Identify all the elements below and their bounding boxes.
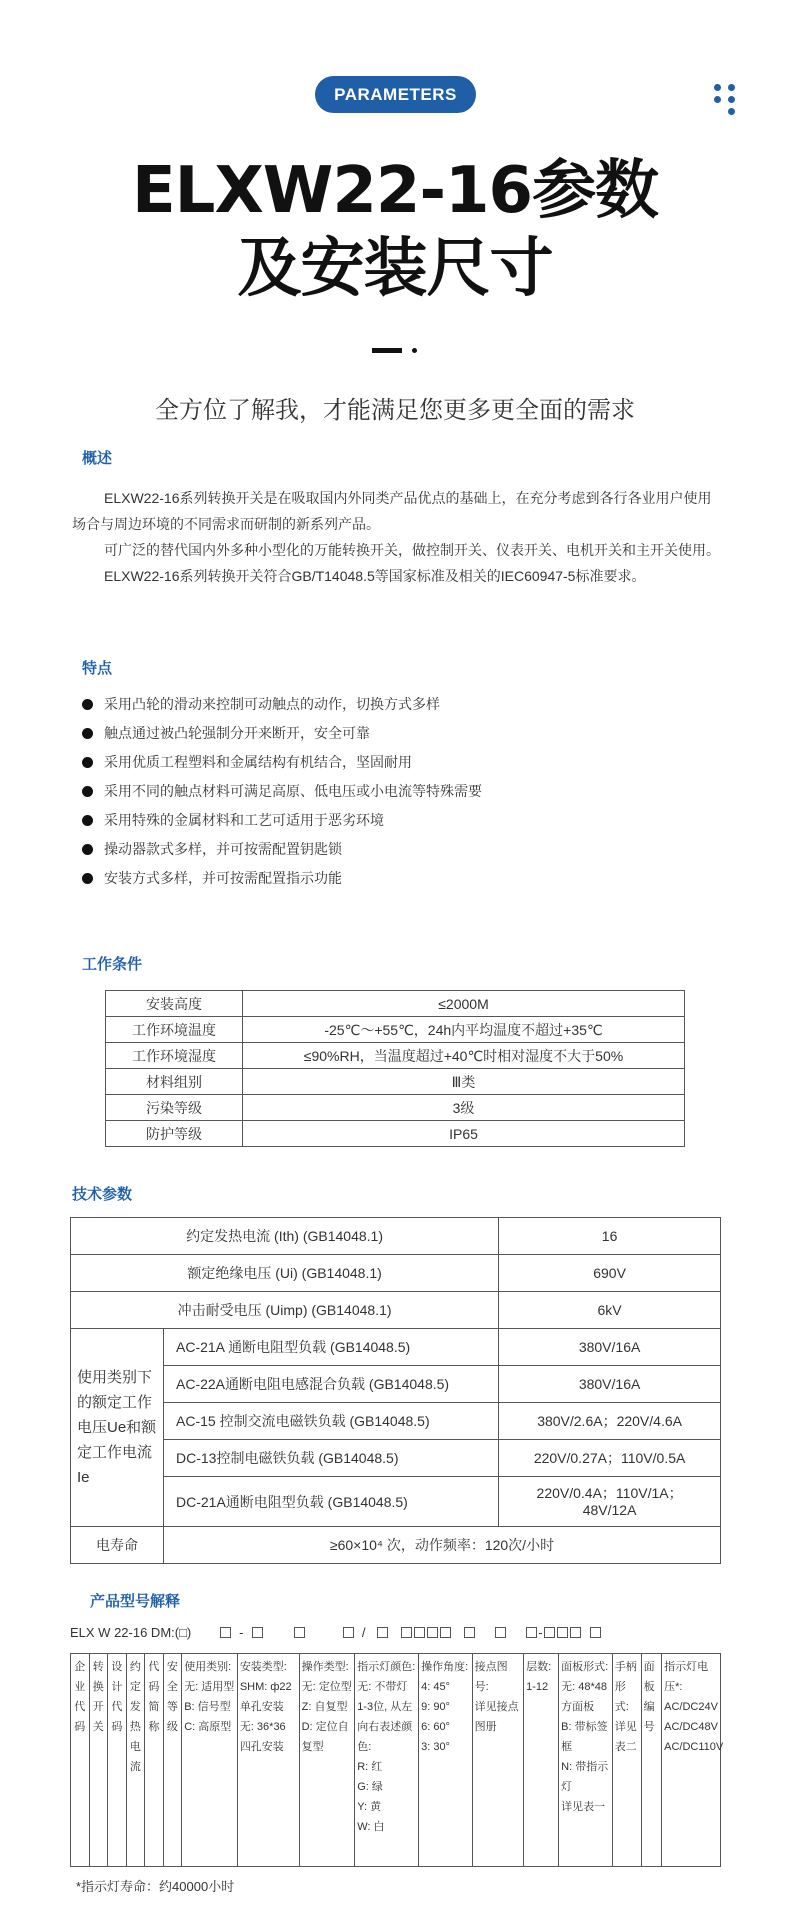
- table-row: [71, 1366, 721, 1403]
- overview-p2: 可广泛的替代国内外多种小型化的万能转换开关，做控制开关、仪表开关、电机开关和主开关使用。: [104, 542, 720, 558]
- page-title-line1: ELXW22-16参数: [131, 154, 659, 228]
- work-key-cell: 材料组别: [106, 1069, 243, 1095]
- parameters-badge: PARAMETERS: [315, 76, 476, 113]
- work-value-cell: ≤90%RH，当温度超过+40℃时相对湿度不大于50%: [243, 1043, 685, 1069]
- tech-cell: AC-15 控制交流电磁铁负载 (GB14048.5): [164, 1403, 499, 1440]
- model-col-cell: 面板编号: [641, 1654, 662, 1867]
- table-row: [71, 1654, 721, 1867]
- page-title-line2: 及安装尺寸: [237, 232, 553, 306]
- table-row: [71, 1403, 721, 1440]
- page-subtitle: 全方位了解我，才能满足您更多更全面的需求: [155, 397, 635, 424]
- feature-item: 采用特殊的金属材料和工艺可适用于恶劣环境: [82, 806, 722, 835]
- work-key-cell: 安装高度: [106, 991, 243, 1017]
- table-row: [71, 1218, 721, 1255]
- table-row: [71, 1477, 721, 1527]
- overview-p1: ELXW22-16系列转换开关是在吸取国内外同类产品优点的基础上，在充分考虑到各行各业用户使用场合与周边环境的不同需求而研制的新系列产品。: [72, 490, 712, 532]
- features-list: [82, 690, 722, 893]
- tech-cell: AC-21A 通断电阻型负载 (GB14048.5): [164, 1329, 499, 1366]
- model-code: ELX W 22-16 DM:(□): [70, 1625, 192, 1640]
- model-heading: 产品型号解释: [90, 1593, 181, 1610]
- tech-group-cell: 使用类别下的额定工作电压Ue和额定工作电流Ie: [71, 1329, 164, 1527]
- table-row: [71, 1292, 721, 1329]
- tech-cell: 额定绝缘电压 (Ui) (GB14048.1): [71, 1255, 499, 1292]
- work-value-cell: IP65: [243, 1121, 685, 1147]
- overview-text: [72, 485, 722, 589]
- model-col-cell: 安装类型: SHM: ф22单孔安装 无: 36*36四孔安装: [237, 1654, 299, 1867]
- model-col-cell: 企业代码: [71, 1654, 90, 1867]
- menu-dots-icon[interactable]: [714, 84, 742, 118]
- title-divider-dot: [412, 348, 417, 353]
- tech-cell: 690V: [499, 1255, 721, 1292]
- table-row: [106, 991, 685, 1017]
- tech-cell: 约定发热电流 (Ith) (GB14048.1): [71, 1218, 499, 1255]
- work-key-cell: 工作环境湿度: [106, 1043, 243, 1069]
- model-col-cell: 指示灯颜色: 无: 不带灯 1-3位, 从左向右表述颜色: R: 红 G: 绿 Y: 黄 W: 白: [355, 1654, 419, 1867]
- overview-heading: 概述: [82, 450, 113, 467]
- model-code-boxes: - / -: [219, 1625, 602, 1640]
- work-value-cell: ≤2000M: [243, 991, 685, 1017]
- model-col-cell: 约定发热电流: [126, 1654, 145, 1867]
- model-explanation-table: [70, 1653, 724, 1867]
- feature-item: 触点通过被凸轮强制分开来断开，安全可靠: [82, 719, 722, 748]
- table-row: [106, 1043, 685, 1069]
- tech-cell: 380V/16A: [499, 1329, 721, 1366]
- table-row: [106, 1017, 685, 1043]
- work-conditions-table: [105, 990, 685, 1147]
- model-col-cell: 指示灯电压*: AC/DC24V AC/DC48V AC/DC110V: [662, 1654, 721, 1867]
- feature-item: 操动器款式多样，并可按需配置钥匙锁: [82, 835, 722, 864]
- tech-cell: 电寿命: [71, 1527, 164, 1564]
- tech-cell: 220V/0.27A；110V/0.5A: [499, 1440, 721, 1477]
- table-row: [71, 1329, 721, 1366]
- work-key-cell: 工作环境温度: [106, 1017, 243, 1043]
- model-col-cell: 操作类型: 无: 定位型 Z: 自复型 D: 定位自复型: [299, 1654, 355, 1867]
- tech-cell: AC-22A通断电阻电感混合负载 (GB14048.5): [164, 1366, 499, 1403]
- feature-item: 采用不同的触点材料可满足高原、低电压或小电流等特殊需要: [82, 777, 722, 806]
- table-row: [106, 1121, 685, 1147]
- features-heading: 特点: [82, 660, 113, 677]
- work-heading: 工作条件: [82, 956, 143, 973]
- model-col-cell: 安全等级: [163, 1654, 182, 1867]
- table-row: [71, 1440, 721, 1477]
- model-col-cell: 代码简称: [145, 1654, 164, 1867]
- table-row: [106, 1095, 685, 1121]
- tech-heading: 技术参数: [72, 1186, 133, 1203]
- model-col-cell: 使用类别: 无: 适用型 B: 信号型 C: 高原型: [182, 1654, 238, 1867]
- work-value-cell: -25℃～+55℃，24h内平均温度不超过+35℃: [243, 1017, 685, 1043]
- model-col-cell: 转换开关: [89, 1654, 108, 1867]
- work-key-cell: 防护等级: [106, 1121, 243, 1147]
- model-col-cell: 操作角度: 4: 45° 9: 90° 6: 60° 3: 30°: [419, 1654, 473, 1867]
- model-col-cell: 层数: 1-12: [524, 1654, 559, 1867]
- table-row: [71, 1255, 721, 1292]
- tech-params-table: [70, 1217, 721, 1564]
- tech-cell: 6kV: [499, 1292, 721, 1329]
- feature-item: 采用凸轮的滑动来控制可动触点的动作，切换方式多样: [82, 690, 722, 719]
- tech-cell: DC-13控制电磁铁负载 (GB14048.5): [164, 1440, 499, 1477]
- tech-cell: 380V/2.6A；220V/4.6A: [499, 1403, 721, 1440]
- model-code-line: [70, 1625, 720, 1640]
- tech-cell: DC-21A通断电阻型负载 (GB14048.5): [164, 1477, 499, 1527]
- tech-cell: 16: [499, 1218, 721, 1255]
- title-divider: [372, 348, 402, 353]
- feature-item: 安装方式多样，并可按需配置指示功能: [82, 864, 722, 893]
- tech-cell: 冲击耐受电压 (Uimp) (GB14048.1): [71, 1292, 499, 1329]
- model-col-cell: 接点图号: 详见接点图册: [472, 1654, 524, 1867]
- model-col-cell: 面板形式: 无: 48*48方面板 B: 带标签框 N: 带指示灯 详见表一: [559, 1654, 613, 1867]
- tech-cell: ≥60×10⁴ 次，动作频率：120次/小时: [164, 1527, 721, 1564]
- work-key-cell: 污染等级: [106, 1095, 243, 1121]
- tech-cell: 220V/0.4A；110V/1A；48V/12A: [499, 1477, 721, 1527]
- model-col-cell: 设计代码: [108, 1654, 127, 1867]
- table-row: [71, 1527, 721, 1564]
- model-col-cell: 手柄形式: 详见表二: [612, 1654, 641, 1867]
- model-note: *指示灯寿命：约40000小时: [76, 1879, 235, 1894]
- table-row: [106, 1069, 685, 1095]
- overview-p3: ELXW22-16系列转换开关符合GB/T14048.5等国家标准及相关的IEC60947-5标准要求。: [104, 568, 646, 584]
- tech-cell: 380V/16A: [499, 1366, 721, 1403]
- feature-item: 采用优质工程塑料和金属结构有机结合，坚固耐用: [82, 748, 722, 777]
- work-value-cell: Ⅲ类: [243, 1069, 685, 1095]
- work-value-cell: 3级: [243, 1095, 685, 1121]
